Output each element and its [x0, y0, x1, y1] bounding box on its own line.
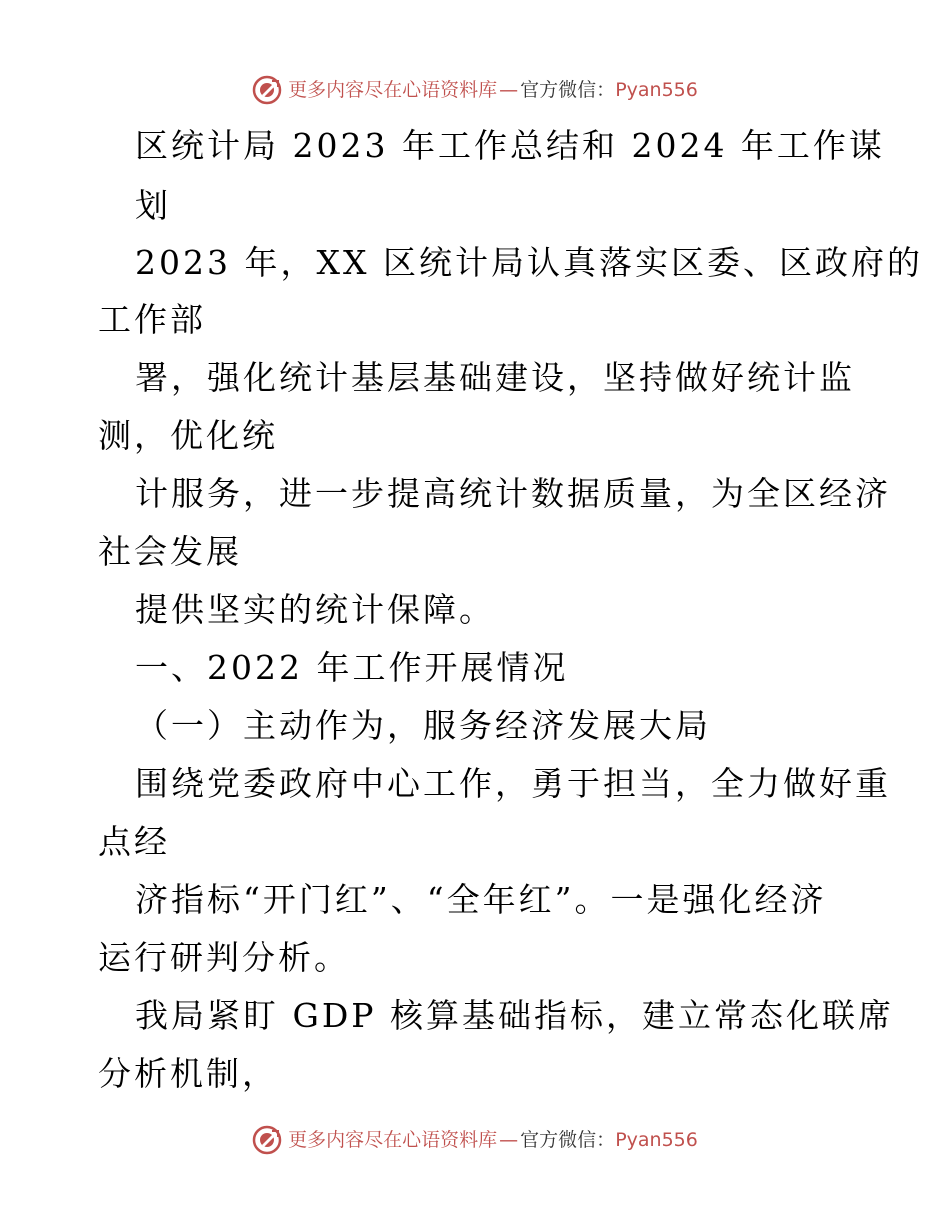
- paragraph-line: 运行研判分析。: [98, 938, 350, 977]
- watermark-dash: —: [499, 79, 519, 101]
- paragraph-line: 点经: [98, 822, 170, 861]
- watermark-dash: —: [499, 1129, 519, 1151]
- paragraph-line: 计服务，进一步提高统计数据质量，为全区经济: [135, 474, 891, 513]
- section-heading: 一、2022 年工作开展情况: [135, 648, 569, 687]
- watermark-label: 官方微信：: [520, 1129, 616, 1151]
- watermark-text: 更多内容尽在心语资料库: [288, 79, 498, 101]
- paragraph-line: 提供坚实的统计保障。: [135, 590, 495, 629]
- watermark-label: 官方微信：: [520, 79, 616, 101]
- footer-watermark: [0, 1122, 950, 1158]
- document-title-line-1: 区统计局 2023 年工作总结和 2024 年工作谋: [135, 126, 885, 165]
- document-title-line-2: 划: [135, 186, 171, 225]
- paragraph-line: 署，强化统计基层基础建设，坚持做好统计监: [135, 358, 855, 397]
- brand-logo-icon: [252, 1125, 282, 1155]
- paragraph-line: 济指标“开门红”、“全年红”。一是强化经济: [135, 880, 827, 919]
- paragraph-line: 工作部: [98, 300, 206, 339]
- watermark-id: Pyan556: [615, 79, 698, 101]
- paragraph-line: 测，优化统: [98, 416, 278, 455]
- paragraph-line: 2023 年，XX 区统计局认真落实区委、区政府的: [135, 243, 923, 282]
- paragraph-line: 分析机制，: [98, 1054, 278, 1093]
- paragraph-line: 我局紧盯 GDP 核算基础指标，建立常态化联席: [135, 996, 895, 1035]
- watermark-text: 更多内容尽在心语资料库: [288, 1129, 498, 1151]
- paragraph-line: 围绕党委政府中心工作，勇于担当，全力做好重: [135, 764, 891, 803]
- paragraph-line: 社会发展: [98, 532, 242, 571]
- watermark-id: Pyan556: [615, 1129, 698, 1151]
- subsection-heading: （一）主动作为，服务经济发展大局: [135, 706, 711, 745]
